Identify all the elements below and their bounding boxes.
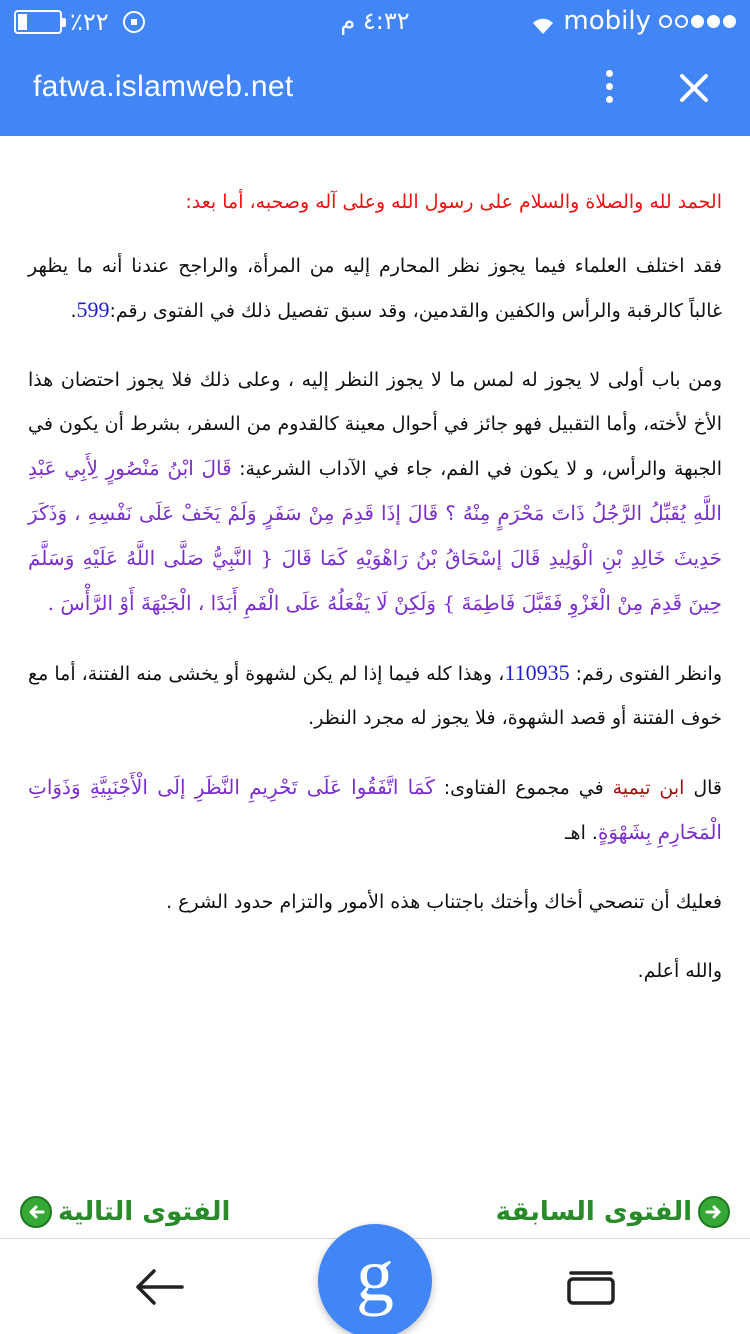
intro-line: الحمد لله والصلاة والسلام على رسول الله وعلى آله وصحبه، أما بعد: xyxy=(185,191,722,213)
carrier-name: mobily xyxy=(563,6,651,36)
back-arrow-icon[interactable] xyxy=(132,1267,186,1307)
paragraph-2 xyxy=(28,358,722,626)
wifi-icon xyxy=(531,12,555,30)
signal-dot xyxy=(723,15,736,28)
paragraph-2-text: ومن باب أولى لا يجوز له لمس ما لا يجوز النظر إليه ، وعلى ذلك فلا يجوز احتضان هذا الأخ لأخته، وأما التقبيل فهو جائز في أحوال معينة كالقدوم من السفر، بشرط أن يكون في الجبهة والرأس، و لا يكون في الفم، جاء في الآداب الشرعية: xyxy=(28,369,723,480)
signal-dot xyxy=(675,15,688,28)
fatwa-link-110935[interactable]: 110935 xyxy=(504,660,570,685)
scholar-name: ابن تيمية xyxy=(612,777,685,799)
tabs-icon[interactable] xyxy=(566,1269,616,1307)
paragraph-1 xyxy=(28,244,722,333)
paragraph-4-before: قال xyxy=(684,777,723,799)
google-search-button[interactable] xyxy=(318,1224,432,1334)
browser-header xyxy=(0,0,750,136)
paragraph-1-text: فقد اختلف العلماء فيما يجوز نظر المحارم إليه من المرأة، والراجح عندنا أنه ما يظهر غالباً كالرقبة والرأس والكفين والقدمين، وقد سبق تفصيل ذلك في الفتوى رقم: xyxy=(28,255,722,322)
battery-percent: ٪٢٢ xyxy=(70,8,109,36)
google-g-icon: g xyxy=(356,1232,394,1317)
fatwa-article xyxy=(28,180,722,1018)
address-bar xyxy=(0,42,750,136)
paragraph-1-end: . xyxy=(70,300,77,322)
ibn-taymiyyah-quote: كَمَا اتَّفَقُوا عَلَى تَحْرِيمِ النَّظَرِ إلَى الْأَجْنَبِيَّةِ وَذَوَاتِ الْمَحَارِمِ بِشَهْوَةٍ xyxy=(28,775,722,844)
close-icon[interactable] xyxy=(674,68,714,108)
next-fatwa-label: الفتوى التالية xyxy=(58,1197,231,1227)
signal-dot xyxy=(659,15,672,28)
status-bar xyxy=(0,0,750,42)
paragraph-4 xyxy=(28,765,722,855)
status-time: ٤:٣٢ م xyxy=(340,7,410,35)
more-menu-icon[interactable] xyxy=(600,70,618,110)
fatwa-link-599[interactable]: 599 xyxy=(76,297,110,322)
arrow-right-icon xyxy=(698,1196,730,1228)
signal-dot xyxy=(691,15,704,28)
paragraph-4-end: . اهـ xyxy=(564,822,598,844)
next-fatwa-link[interactable] xyxy=(20,1196,230,1228)
signal-strength-icon xyxy=(659,15,736,28)
adab-quote: قَالَ ابْنُ مَنْصُورٍ لِأَبِي عَبْدِ اللَّهِ يُقَبِّلُ الرَّجُلُ ذَاتَ مَحْرَمٍ مِنْهُ ؟ قَالَ إذَا قَدِمَ مِنْ سَفَرٍ وَلَمْ يَخَفْ عَلَى نَفْسِهِ ، وَذَكَرَ حَدِيثَ خَالِدِ بْنِ الْوَلِيدِ قَالَ إسْحَاقُ بْنُ رَاهْوَيْهِ كَمَا قَالَ { النَّبِيُّ صَلَّى اللَّهُ عَلَيْهِ وَسَلَّمَ حِينَ قَدِمَ مِنْ الْغَزْوِ فَقَبَّلَ فَاطِمَةَ } وَلَكِنْ لَا يَفْعَلُهُ عَلَى الْفَمِ أَبَدًا ، الْجَبْهَةَ أَوْ الرَّأْسَ . xyxy=(28,456,722,615)
status-right xyxy=(531,6,736,36)
previous-fatwa-label: الفتوى السابقة xyxy=(495,1197,692,1227)
previous-fatwa-link[interactable] xyxy=(496,1196,730,1228)
signal-dot xyxy=(707,15,720,28)
url-text[interactable]: fatwa.islamweb.net xyxy=(33,70,294,103)
paragraph-3-after: ، وهذا كله فيما إذا لم يكن لشهوة أو يخشى منه الفتنة، أما مع خوف الفتنة أو قصد الشهوة، فلا يجوز له مجرد النظر. xyxy=(28,663,722,729)
paragraph-3 xyxy=(28,651,722,740)
arrow-left-icon xyxy=(20,1196,52,1228)
paragraph-4-mid: في مجموع الفتاوى: xyxy=(434,777,613,799)
paragraph-5: فعليك أن تنصحي أخاك وأختك باجتناب هذه الأمور والتزام حدود الشرع . xyxy=(166,891,722,913)
paragraph-6: والله أعلم. xyxy=(637,960,722,982)
paragraph-3-before: وانظر الفتوى رقم: xyxy=(569,663,722,685)
